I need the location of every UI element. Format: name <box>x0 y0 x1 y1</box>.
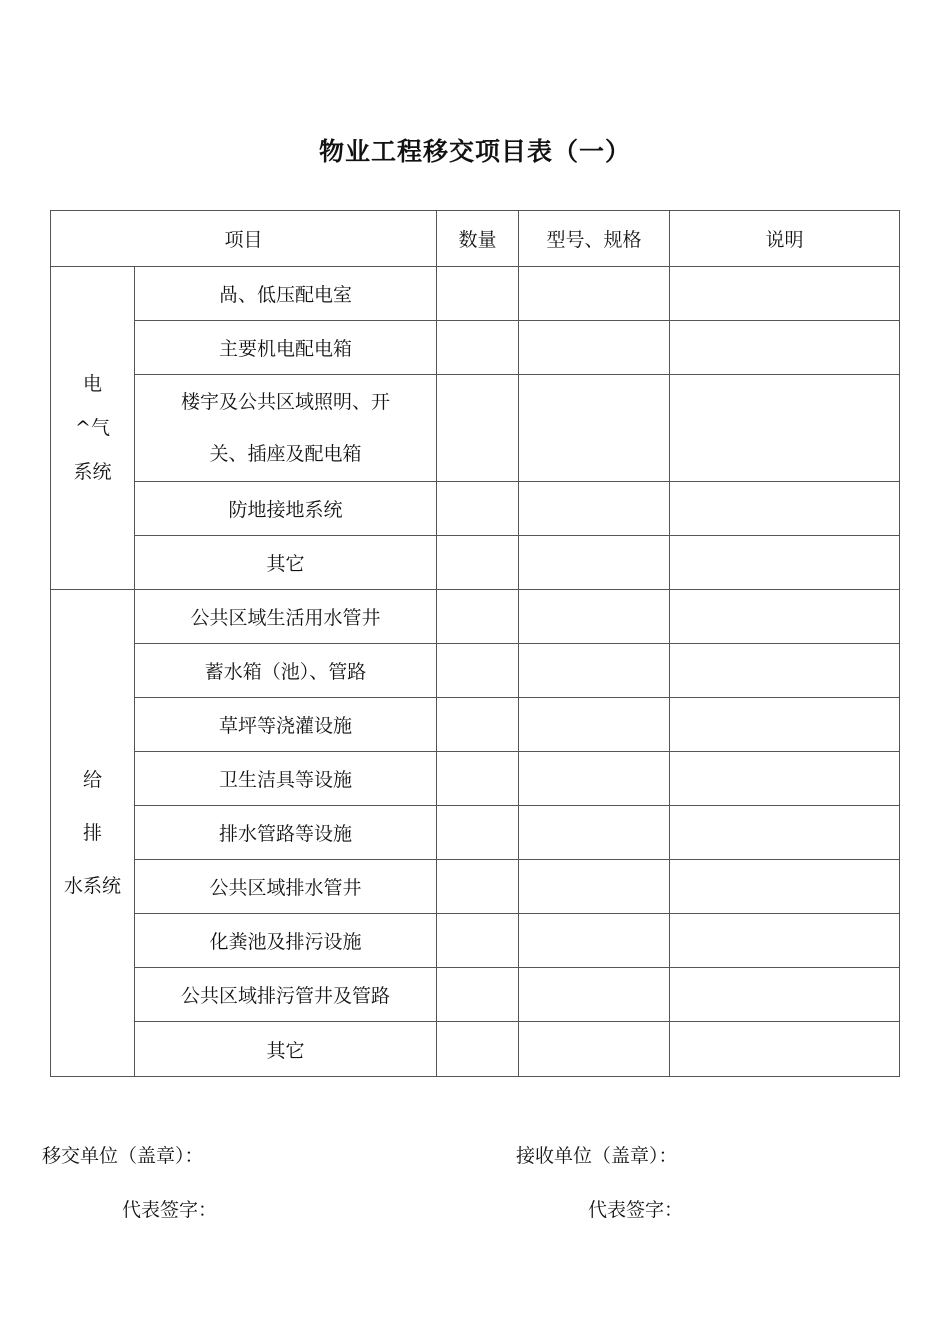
table-row <box>51 482 900 536</box>
note-cell[interactable] <box>670 806 900 860</box>
quantity-cell[interactable] <box>437 590 519 644</box>
model-cell[interactable] <box>519 752 670 806</box>
table-row <box>51 914 900 968</box>
table-header-row <box>51 211 900 267</box>
item-name: 主要机电配电箱 <box>135 321 437 375</box>
note-cell[interactable] <box>670 644 900 698</box>
table-row <box>51 536 900 590</box>
table-row <box>51 968 900 1022</box>
model-cell[interactable] <box>519 806 670 860</box>
item-name: 防地接地系统 <box>135 482 437 536</box>
quantity-cell[interactable] <box>437 536 519 590</box>
model-cell[interactable] <box>519 375 670 482</box>
model-cell[interactable] <box>519 698 670 752</box>
item-name: 其它 <box>135 1022 437 1077</box>
note-cell[interactable] <box>670 752 900 806</box>
quantity-cell[interactable] <box>437 1022 519 1077</box>
model-cell[interactable] <box>519 914 670 968</box>
item-name: 公共区域排水管井 <box>135 860 437 914</box>
item-name: 草坪等浇灌设施 <box>135 698 437 752</box>
table-row <box>51 1022 900 1077</box>
representative-signature-left: 代表签字： <box>122 1199 218 1221</box>
table-row <box>51 267 900 321</box>
header-note: 说明 <box>670 211 900 267</box>
item-name: 公共区域生活用水管井 <box>135 590 437 644</box>
model-cell[interactable] <box>519 860 670 914</box>
quantity-cell[interactable] <box>437 752 519 806</box>
note-cell[interactable] <box>670 375 900 482</box>
quantity-cell[interactable] <box>437 968 519 1022</box>
receive-unit-label: 接收单位（盖章）： <box>516 1145 678 1167</box>
quantity-cell[interactable] <box>437 860 519 914</box>
table-row <box>51 590 900 644</box>
header-quantity: 数量 <box>437 211 519 267</box>
note-cell[interactable] <box>670 1022 900 1077</box>
note-cell[interactable] <box>670 267 900 321</box>
table-row <box>51 860 900 914</box>
quantity-cell[interactable] <box>437 321 519 375</box>
table-row <box>51 321 900 375</box>
model-cell[interactable] <box>519 536 670 590</box>
header-item: 项目 <box>51 211 437 267</box>
quantity-cell[interactable] <box>437 698 519 752</box>
item-name: 排水管路等设施 <box>135 806 437 860</box>
note-cell[interactable] <box>670 321 900 375</box>
quantity-cell[interactable] <box>437 267 519 321</box>
representative-signature-right: 代表签字： <box>588 1199 684 1221</box>
model-cell[interactable] <box>519 267 670 321</box>
quantity-cell[interactable] <box>437 914 519 968</box>
transfer-unit-label: 移交单位（盖章）： <box>42 1145 204 1167</box>
category-electrical: 电 ^气 系统 <box>51 267 135 590</box>
item-name: 蓄水箱（池）、管路 <box>135 644 437 698</box>
note-cell[interactable] <box>670 698 900 752</box>
quantity-cell[interactable] <box>437 482 519 536</box>
note-cell[interactable] <box>670 536 900 590</box>
table-row <box>51 806 900 860</box>
table-row <box>51 644 900 698</box>
table-row <box>51 752 900 806</box>
note-cell[interactable] <box>670 590 900 644</box>
item-name: 楼宇及公共区域照明、开 关、插座及配电箱 <box>135 375 437 482</box>
note-cell[interactable] <box>670 914 900 968</box>
model-cell[interactable] <box>519 1022 670 1077</box>
quantity-cell[interactable] <box>437 375 519 482</box>
header-model: 型号、规格 <box>519 211 670 267</box>
item-name: 化粪池及排污设施 <box>135 914 437 968</box>
model-cell[interactable] <box>519 968 670 1022</box>
table-row <box>51 375 900 482</box>
note-cell[interactable] <box>670 968 900 1022</box>
item-name: 卫生洁具等设施 <box>135 752 437 806</box>
table-row <box>51 698 900 752</box>
item-name: 其它 <box>135 536 437 590</box>
model-cell[interactable] <box>519 321 670 375</box>
model-cell[interactable] <box>519 644 670 698</box>
quantity-cell[interactable] <box>437 806 519 860</box>
model-cell[interactable] <box>519 590 670 644</box>
item-name: 公共区域排污管井及管路 <box>135 968 437 1022</box>
model-cell[interactable] <box>519 482 670 536</box>
item-name: 咼、低压配电室 <box>135 267 437 321</box>
quantity-cell[interactable] <box>437 644 519 698</box>
note-cell[interactable] <box>670 860 900 914</box>
category-plumbing: 给 排 水系统 <box>51 590 135 1077</box>
page-title: 物业工程移交项目表（一） <box>318 137 631 166</box>
note-cell[interactable] <box>670 482 900 536</box>
transfer-items-table <box>50 210 900 1077</box>
